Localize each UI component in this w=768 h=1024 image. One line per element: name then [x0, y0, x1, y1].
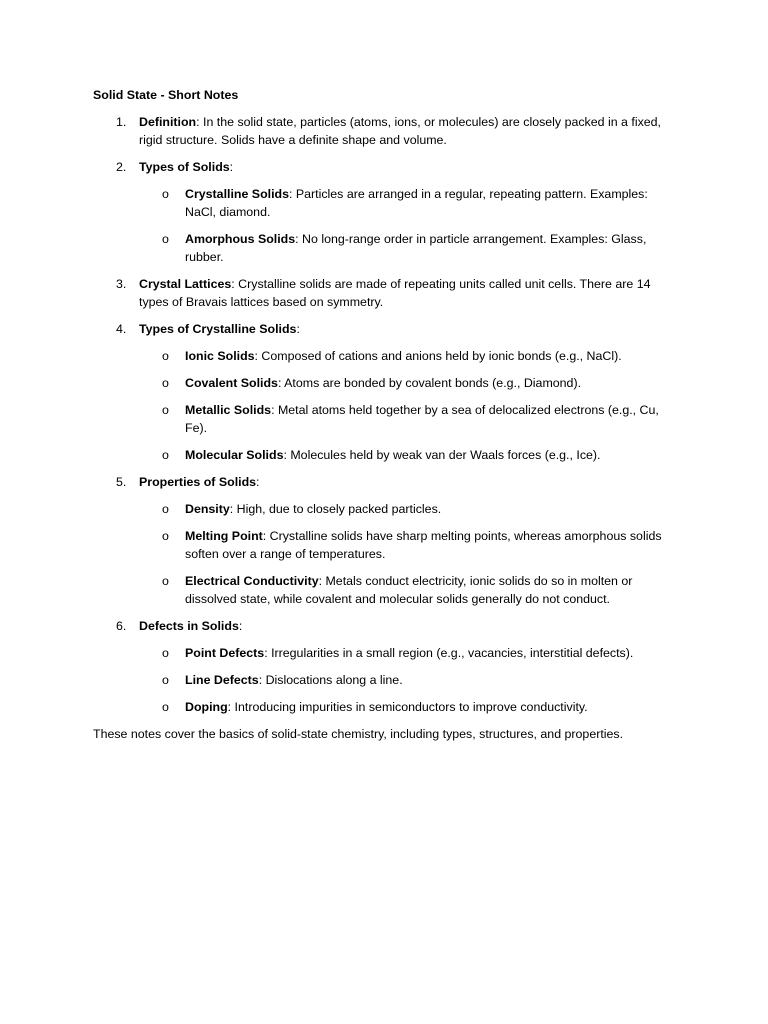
section-number: 4.	[116, 322, 127, 336]
item-text: : Molecules held by weak van der Waals forces (e.g., Ice).	[283, 448, 601, 462]
bullet-glyph: o	[162, 529, 169, 543]
item-text: : Introducing impurities in semiconductors to improve conductivity.	[227, 700, 588, 714]
item-term: Electrical Conductivity	[185, 574, 319, 588]
bullet-glyph: o	[162, 646, 169, 660]
section-definition	[93, 113, 673, 149]
section-number: 1.	[116, 115, 127, 129]
item-text: : Crystalline solids have sharp melting points, whereas amorphous solids soften over a range of temperatures.	[185, 529, 662, 561]
sub-list	[139, 500, 673, 608]
item-text: : Irregularities in a small region (e.g., vacancies, interstitial defects).	[264, 646, 634, 660]
item-term: Line Defects	[185, 673, 259, 687]
bullet-glyph: o	[162, 673, 169, 687]
bullet-glyph: o	[162, 574, 169, 588]
section-types-of-crystalline-solids	[93, 320, 673, 464]
section-properties-of-solids	[93, 473, 673, 608]
list-item	[139, 644, 673, 662]
bullet-glyph: o	[162, 448, 169, 462]
item-text: : Metal atoms held together by a sea of delocalized electrons (e.g., Cu, Fe).	[185, 403, 659, 435]
bullet-glyph: o	[162, 700, 169, 714]
item-term: Crystalline Solids	[185, 187, 289, 201]
section-list	[93, 113, 673, 716]
list-item	[139, 572, 673, 608]
closing-paragraph: These notes cover the basics of solid-state chemistry, including types, structures, and properties.	[93, 727, 624, 741]
section-text: :	[256, 475, 260, 489]
section-term: Defects in Solids	[139, 619, 239, 633]
list-item	[139, 698, 673, 716]
section-term: Definition	[139, 115, 197, 129]
bullet-glyph: o	[162, 376, 169, 390]
section-text: : In the solid state, particles (atoms, ions, or molecules) are closely packed in a fixed, rigid structure. Solids have a definite shape and volume.	[139, 115, 662, 147]
item-text: : High, due to closely packed particles.	[229, 502, 442, 516]
item-term: Point Defects	[185, 646, 265, 660]
bullet-glyph: o	[162, 232, 169, 246]
document-title: Solid State - Short Notes	[93, 88, 239, 102]
section-term: Properties of Solids	[139, 475, 257, 489]
sub-list	[139, 644, 673, 716]
section-text: :	[229, 160, 234, 174]
list-item	[139, 527, 673, 563]
bullet-glyph: o	[162, 349, 169, 363]
list-item	[139, 500, 673, 518]
item-term: Molecular Solids	[185, 448, 284, 462]
item-text: : Atoms are bonded by covalent bonds (e.g., Diamond).	[277, 376, 582, 390]
item-text: : Composed of cations and anions held by ionic bonds (e.g., NaCl).	[254, 349, 622, 363]
section-number: 2.	[116, 160, 127, 174]
item-text: : Metals conduct electricity, ionic solids do so in molten or dissolved state, while covalent and molecular solids generally do not conduct.	[185, 574, 633, 606]
item-term: Density	[185, 502, 230, 516]
list-item	[139, 671, 673, 689]
item-term: Ionic Solids	[185, 349, 255, 363]
section-term: Types of Crystalline Solids	[139, 322, 297, 336]
document-body	[93, 86, 673, 743]
item-term: Amorphous Solids	[185, 232, 296, 246]
list-item	[139, 230, 673, 266]
section-term: Crystal Lattices	[139, 277, 232, 291]
section-number: 5.	[116, 475, 127, 489]
sub-list	[139, 185, 673, 266]
list-item	[139, 401, 673, 437]
list-item	[139, 185, 673, 221]
item-term: Doping	[185, 700, 228, 714]
item-term: Metallic Solids	[185, 403, 272, 417]
list-item	[139, 374, 673, 392]
bullet-glyph: o	[162, 502, 169, 516]
section-types-of-solids	[93, 158, 673, 266]
section-defects-in-solids	[93, 617, 673, 716]
section-text: :	[238, 619, 243, 633]
section-text: : Crystalline solids are made of repeating units called unit cells. There are 14 types of Bravais lattices based on symmetry.	[139, 277, 651, 309]
list-item	[139, 347, 673, 365]
item-text: : No long-range order in particle arrangement. Examples: Glass, rubber.	[185, 232, 647, 264]
item-text: : Dislocations along a line.	[258, 673, 403, 687]
section-number: 3.	[116, 277, 127, 291]
bullet-glyph: o	[162, 403, 169, 417]
section-crystal-lattices	[93, 275, 673, 311]
section-number: 6.	[116, 619, 127, 633]
item-term: Melting Point	[185, 529, 263, 543]
bullet-glyph: o	[162, 187, 169, 201]
item-term: Covalent Solids	[185, 376, 278, 390]
sub-list	[139, 347, 673, 464]
item-text: : Particles are arranged in a regular, repeating pattern. Examples: NaCl, diamond.	[185, 187, 648, 219]
section-term: Types of Solids	[139, 160, 230, 174]
list-item	[139, 446, 673, 464]
section-text: :	[296, 322, 300, 336]
